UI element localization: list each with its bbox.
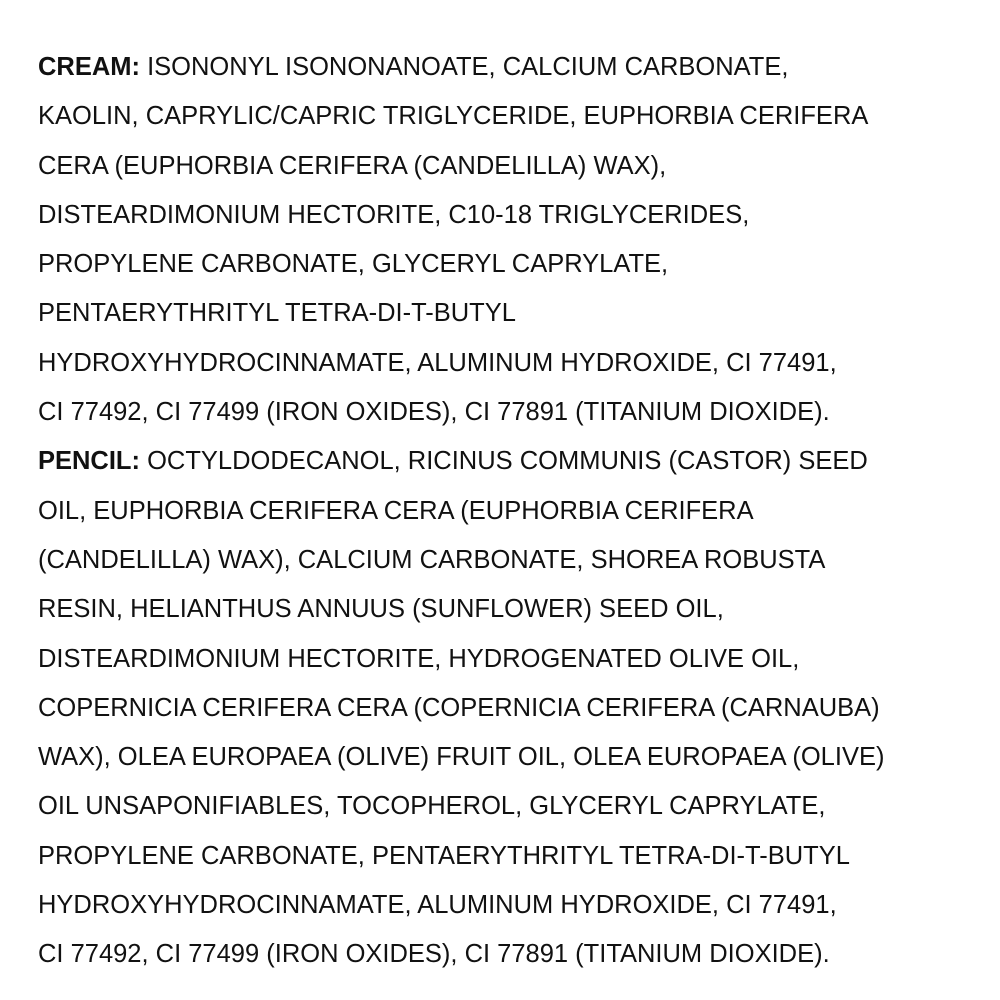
text-line: (CANDELILLA) WAX), CALCIUM CARBONATE, SHOREA ROBUSTA — [38, 545, 826, 574]
text-line: HYDROXYHYDROCINNAMATE, ALUMINUM HYDROXIDE, CI 77491, — [38, 891, 837, 920]
ingredients-list — [38, 43, 968, 980]
text-line: OIL, EUPHORBIA CERIFERA CERA (EUPHORBIA CERIFERA — [38, 496, 754, 525]
text-line: CERA (EUPHORBIA CERIFERA (CANDELILLA) WAX), — [38, 151, 667, 180]
text-line: CI 77492, CI 77499 (IRON OXIDES), CI 77891 (TITANIUM DIOXIDE). — [38, 940, 830, 969]
text-line: DISTEARDIMONIUM HECTORITE, HYDROGENATED OLIVE OIL, — [38, 644, 800, 673]
pencil-section — [38, 437, 968, 979]
text-line — [38, 437, 968, 486]
text-line: RESIN, HELIANTHUS ANNUUS (SUNFLOWER) SEED OIL, — [38, 595, 724, 624]
text-line: WAX), OLEA EUROPAEA (OLIVE) FRUIT OIL, OLEA EUROPAEA (OLIVE) — [38, 743, 885, 772]
cream-section — [38, 43, 968, 437]
text-line: PROPYLENE CARBONATE, GLYCERYL CAPRYLATE, — [38, 250, 669, 279]
text-line: OIL UNSAPONIFIABLES, TOCOPHEROL, GLYCERYL CAPRYLATE, — [38, 792, 826, 821]
text-line: HYDROXYHYDROCINNAMATE, ALUMINUM HYDROXIDE, CI 77491, — [38, 348, 837, 377]
pencil-line-text: OCTYLDODECANOL, RICINUS COMMUNIS (CASTOR) SEED — [140, 447, 868, 476]
cream-label: CREAM: — [38, 53, 140, 81]
pencil-label: PENCIL: — [38, 447, 140, 476]
text-line: CI 77492, CI 77499 (IRON OXIDES), CI 77891 (TITANIUM DIOXIDE). — [38, 398, 830, 427]
text-line — [38, 43, 968, 92]
text-line: PENTAERYTHRITYL TETRA-DI-T-BUTYL — [38, 299, 516, 328]
text-line: DISTEARDIMONIUM HECTORITE, C10-18 TRIGLYCERIDES, — [38, 200, 750, 229]
text-line: COPERNICIA CERIFERA CERA (COPERNICIA CERIFERA (CARNAUBA) — [38, 693, 880, 722]
text-line: PROPYLENE CARBONATE, PENTAERYTHRITYL TETRA-DI-T-BUTYL — [38, 841, 850, 870]
text-line: KAOLIN, CAPRYLIC/CAPRIC TRIGLYCERIDE, EUPHORBIA CERIFERA — [38, 102, 869, 131]
cream-line-text: ISONONYL ISONONANOATE, CALCIUM CARBONATE, — [140, 53, 789, 81]
